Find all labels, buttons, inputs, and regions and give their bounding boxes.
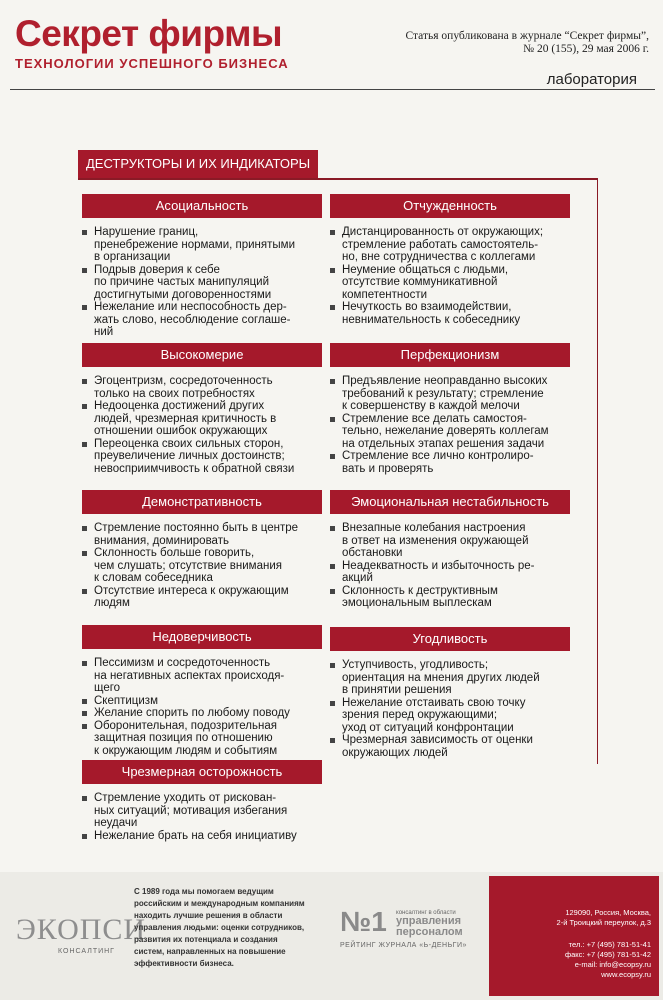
- list-item-text: Недооценка достижений других людей, чрезмерная критичность в отношении ошибок окружающих: [94, 400, 277, 437]
- block-title: Угодливость: [330, 627, 570, 651]
- header-divider: [10, 89, 655, 90]
- square-bullet-icon: [82, 305, 87, 310]
- list-item: [330, 734, 570, 759]
- indicator-list: [82, 375, 322, 475]
- list-item: [82, 400, 322, 438]
- list-item: [82, 657, 322, 695]
- list-item-text: Чрезмерная зависимость от оценки окружающих людей: [342, 734, 533, 759]
- list-item-text: Эгоцентризм, сосредоточенность только на своих потребностях: [94, 375, 273, 400]
- indicator-list: [330, 659, 570, 759]
- rating-number: №1: [340, 906, 387, 937]
- contact-box: [489, 876, 659, 996]
- block-title: Недоверчивость: [82, 625, 322, 649]
- square-bullet-icon: [330, 230, 335, 235]
- block-title: Высокомерие: [82, 343, 322, 367]
- list-item: [82, 438, 322, 476]
- indicator-list: [82, 792, 322, 842]
- list-item-text: Неумение общаться с людьми, отсутствие коммуникативной компетентности: [342, 263, 509, 301]
- company-description: С 1989 года мы помогаем ведущим российским и международным компаниям находить лучшие решения в области управления людьми: оценки сотрудников, развития их потенциала и создания систем, направленных на повышение эффективности бизнеса.: [134, 887, 305, 968]
- square-bullet-icon: [330, 738, 335, 743]
- company-email: e-mail: info@ecopsy.ru: [574, 960, 651, 969]
- indicator-list: [82, 522, 322, 610]
- publication-note: [405, 30, 649, 56]
- list-item: [82, 830, 322, 843]
- indicator-list: [330, 226, 570, 326]
- rating-source: РЕЙТИНГ ЖУРНАЛА «Ь-ДЕНЬГИ»: [340, 942, 467, 949]
- list-item-text: Нечуткость во взаимодействии, невнимательность к собеседнику: [342, 301, 521, 326]
- list-item: [82, 695, 322, 708]
- list-item-text: Переоценка своих сильных сторон, преувеличение личных достоинств; невосприимчивость к обратной связи: [94, 437, 295, 475]
- block-emotional-instability: [330, 490, 570, 610]
- square-bullet-icon: [330, 526, 335, 531]
- magazine-title: Секрет фирмы: [15, 13, 283, 54]
- square-bullet-icon: [330, 701, 335, 706]
- square-bullet-icon: [330, 663, 335, 668]
- frame-top-line: [78, 178, 598, 180]
- company-fax: факс: +7 (495) 781-51-42: [564, 950, 651, 959]
- block-perfectionism: [330, 343, 570, 475]
- block-title: Асоциальность: [82, 194, 322, 218]
- list-item: [330, 375, 570, 413]
- square-bullet-icon: [82, 834, 87, 839]
- square-bullet-icon: [82, 699, 87, 704]
- magazine-logo: [15, 14, 289, 71]
- list-item: [330, 450, 570, 475]
- block-title: Отчужденность: [330, 194, 570, 218]
- square-bullet-icon: [82, 442, 87, 447]
- square-bullet-icon: [82, 724, 87, 729]
- square-bullet-icon: [82, 404, 87, 409]
- block-title: Чрезмерная осторожность: [82, 760, 322, 784]
- list-item-text: Нарушение границ, пренебрежение нормами, принятыми в организации: [94, 226, 295, 263]
- ecopsy-logo: ЭКОПСИ: [16, 913, 147, 946]
- rating-category: управления персоналом: [396, 915, 463, 938]
- square-bullet-icon: [330, 589, 335, 594]
- square-bullet-icon: [330, 305, 335, 310]
- list-item: [330, 522, 570, 560]
- article-title: ДЕСТРУКТОРЫ И ИХ ИНДИКАТОРЫ: [78, 150, 318, 178]
- list-item: [330, 697, 570, 735]
- list-item-text: Склонность больше говорить, чем слушать; отсутствие внимания к словам собеседника: [94, 547, 282, 584]
- company-address: 129090, Россия, Москва, 2-й Троицкий переулок, д.3: [556, 908, 651, 927]
- list-item: [330, 301, 570, 326]
- list-item-text: Стремление постоянно быть в центре внимания, доминировать: [94, 522, 299, 547]
- square-bullet-icon: [330, 564, 335, 569]
- rating-caption: консалтинг в области: [396, 910, 456, 916]
- company-website: www.ecopsy.ru: [601, 970, 651, 979]
- publication-note-line1: Статья опубликована в журнале “Секрет фирмы”,: [405, 30, 649, 42]
- block-title: Демонстративность: [82, 490, 322, 514]
- list-item-text: Отсутствие интереса к окружающим людям: [94, 584, 289, 609]
- list-item: [82, 585, 322, 610]
- list-item-text: Склонность к деструктивным эмоциональным выплескам: [342, 584, 498, 609]
- list-item: [330, 659, 570, 697]
- list-item-text: Уступчивость, угодливость; ориентация на мнения других людей в принятии решения: [342, 659, 540, 696]
- company-phone: тел.: +7 (495) 781-51-41: [568, 940, 651, 949]
- list-item-text: Дистанцированность от окружающих; стремление работать самостоятель- но, вне сотрудничества с коллегами: [342, 226, 544, 263]
- rating-badge: [340, 907, 490, 957]
- list-item: [82, 375, 322, 400]
- square-bullet-icon: [330, 379, 335, 384]
- magazine-subtitle: ТЕХНОЛОГИИ УСПЕШНОГО БИЗНЕСА: [15, 56, 289, 71]
- square-bullet-icon: [82, 796, 87, 801]
- indicator-list: [330, 375, 570, 475]
- block-alienation: [330, 194, 570, 326]
- square-bullet-icon: [82, 230, 87, 235]
- list-item: [82, 707, 322, 720]
- square-bullet-icon: [330, 268, 335, 273]
- list-item: [82, 264, 322, 302]
- square-bullet-icon: [82, 379, 87, 384]
- block-demonstrativeness: [82, 490, 322, 610]
- indicator-list: [330, 522, 570, 610]
- square-bullet-icon: [82, 526, 87, 531]
- list-item-text: Стремление все лично контролиро- вать и проверять: [342, 450, 534, 475]
- square-bullet-icon: [330, 417, 335, 422]
- list-item-text: Пессимизм и сосредоточенность на негативных аспектах происходя- щего: [94, 657, 285, 694]
- square-bullet-icon: [82, 268, 87, 273]
- list-item-text: Желание спорить по любому поводу: [94, 707, 290, 719]
- list-item: [330, 413, 570, 451]
- list-item-text: Стремление уходить от рискован- ных ситуаций; мотивация избегания неудачи: [94, 792, 288, 829]
- block-arrogance: [82, 343, 322, 475]
- list-item: [330, 264, 570, 302]
- list-item: [82, 226, 322, 264]
- list-item: [82, 720, 322, 758]
- list-item-text: Скептицизм: [94, 694, 158, 707]
- list-item: [82, 792, 322, 830]
- block-servility: [330, 627, 570, 759]
- advertisement-footer: [0, 872, 663, 1000]
- list-item-text: Нежелание брать на себя инициативу: [94, 829, 297, 842]
- list-item-text: Подрыв доверия к себе по причине частых манипуляций достигнутыми договоренностями: [94, 263, 272, 301]
- list-item-text: Неадекватность и избыточность ре- акций: [342, 559, 535, 584]
- list-item-text: Стремление все делать самостоя- тельно, нежелание доверять коллегам на отдельных этапах решения задачи: [342, 412, 549, 450]
- indicator-list: [82, 657, 322, 757]
- list-item: [330, 226, 570, 264]
- square-bullet-icon: [330, 454, 335, 459]
- list-item-text: Нежелание отстаивать свою точку зрения перед окружающими; уход от ситуаций конфронтации: [342, 696, 526, 734]
- list-item-text: Внезапные колебания настроения в ответ на изменения окружающей обстановки: [342, 522, 529, 559]
- square-bullet-icon: [82, 551, 87, 556]
- block-excessive-caution: [82, 760, 322, 842]
- list-item-text: Оборонительная, подозрительная защитная позиция по отношению к окружающим людям и событиям: [94, 719, 278, 757]
- indicator-list: [82, 226, 322, 339]
- block-title: Перфекционизм: [330, 343, 570, 367]
- list-item: [82, 522, 322, 547]
- frame-right-line: [597, 178, 598, 764]
- publication-note-line2: № 20 (155), 29 мая 2006 г.: [523, 43, 649, 55]
- section-label: лаборатория: [546, 71, 637, 88]
- block-title: Эмоциональная нестабильность: [330, 490, 570, 514]
- ecopsy-logo-subtitle: КОНСАЛТИНГ: [58, 948, 115, 955]
- block-asociality: [82, 194, 322, 339]
- list-item-text: Предъявление неоправданно высоких требований к результату; стремление к совершенству в каждой мелочи: [342, 375, 548, 412]
- list-item: [330, 560, 570, 585]
- list-item: [82, 547, 322, 585]
- list-item-text: Нежелание или неспособность дер- жать слово, несоблюдение соглаше- ний: [94, 301, 291, 338]
- list-item: [330, 585, 570, 610]
- list-item: [82, 301, 322, 339]
- block-distrust: [82, 625, 322, 757]
- square-bullet-icon: [82, 589, 87, 594]
- square-bullet-icon: [82, 711, 87, 716]
- square-bullet-icon: [82, 661, 87, 666]
